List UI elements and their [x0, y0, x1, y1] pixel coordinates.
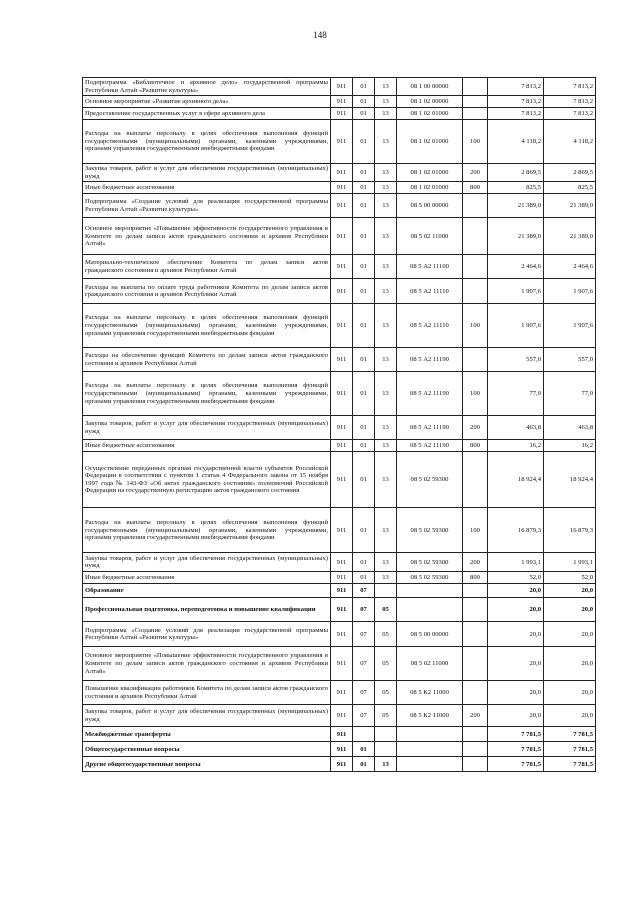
expense-type-code — [463, 647, 488, 681]
ved-code: 911 — [331, 757, 353, 772]
budget-table — [82, 77, 596, 772]
ved-code: 911 — [331, 572, 353, 584]
target-article-code — [397, 598, 463, 622]
ved-code: 911 — [331, 348, 353, 372]
target-article-code: 08 5 02 59300 — [397, 553, 463, 572]
section-code: 01 — [353, 757, 375, 772]
row-name: Предоставление государственных услуг в сфере архивного дела — [83, 108, 331, 120]
amount-year-2: 7 813,2 — [544, 108, 596, 120]
table-row — [83, 742, 596, 757]
target-article-code: 08 5 А2 11190 — [397, 440, 463, 452]
expense-type-code — [463, 78, 488, 96]
expense-type-code: 800 — [463, 572, 488, 584]
subsection-code: 13 — [375, 218, 397, 255]
target-article-code: 08 5 К2 11000 — [397, 705, 463, 727]
subsection-code: 13 — [375, 164, 397, 182]
expense-type-code — [463, 452, 488, 508]
ved-code: 911 — [331, 742, 353, 757]
section-code: 01 — [353, 255, 375, 279]
target-article-code: 08 5 02 11000 — [397, 218, 463, 255]
ved-code: 911 — [331, 584, 353, 598]
amount-year-2: 1 993,1 — [544, 553, 596, 572]
amount-year-2: 7 813,2 — [544, 78, 596, 96]
row-name: Подпрограмма «Создание условий для реализации государственной программы Республики Алтай «Развитие культуры» — [83, 194, 331, 218]
table-row — [83, 218, 596, 255]
amount-year-2: 2 464,6 — [544, 255, 596, 279]
amount-year-2: 7 781,5 — [544, 727, 596, 742]
row-name: Другие общегосударственные вопросы — [83, 757, 331, 772]
section-code: 07 — [353, 681, 375, 705]
amount-year-2: 4 118,2 — [544, 120, 596, 164]
subsection-code: 13 — [375, 372, 397, 416]
subsection-code: 13 — [375, 452, 397, 508]
section-code: 01 — [353, 372, 375, 416]
section-code: 01 — [353, 120, 375, 164]
amount-year-1: 7 781,5 — [488, 757, 544, 772]
row-name: Иные бюджетные ассигнования — [83, 440, 331, 452]
expense-type-code: 200 — [463, 416, 488, 440]
ved-code: 911 — [331, 647, 353, 681]
table-row — [83, 372, 596, 416]
ved-code: 911 — [331, 96, 353, 108]
subsection-code — [375, 742, 397, 757]
target-article-code: 08 1 02 01000 — [397, 164, 463, 182]
ved-code: 911 — [331, 372, 353, 416]
expense-type-code: 800 — [463, 440, 488, 452]
table-row — [83, 194, 596, 218]
target-article-code — [397, 757, 463, 772]
row-name: Общегосударственные вопросы — [83, 742, 331, 757]
expense-type-code — [463, 727, 488, 742]
section-code: 01 — [353, 182, 375, 194]
subsection-code: 13 — [375, 416, 397, 440]
subsection-code: 13 — [375, 120, 397, 164]
section-code: 01 — [353, 508, 375, 553]
section-code: 07 — [353, 622, 375, 647]
target-article-code — [397, 584, 463, 598]
row-name: Подпрограмма «Создание условий для реализации государственной программы Республики Алтай «Развитие культуры» — [83, 622, 331, 647]
subsection-code: 13 — [375, 279, 397, 304]
amount-year-2: 52,0 — [544, 572, 596, 584]
expense-type-code: 800 — [463, 182, 488, 194]
table-row — [83, 440, 596, 452]
ved-code: 911 — [331, 508, 353, 553]
amount-year-2: 20,0 — [544, 598, 596, 622]
subsection-code: 13 — [375, 440, 397, 452]
ved-code: 911 — [331, 705, 353, 727]
section-code: 01 — [353, 164, 375, 182]
section-code: 01 — [353, 194, 375, 218]
table-row — [83, 416, 596, 440]
section-code: 01 — [353, 440, 375, 452]
row-name: Расходы на выплаты по оплате труда работников Комитета по делам записи актов гражданского состояния и архивов Республики Алтай — [83, 279, 331, 304]
table-row — [83, 647, 596, 681]
amount-year-2: 1 907,6 — [544, 304, 596, 348]
ved-code: 911 — [331, 452, 353, 508]
subsection-code — [375, 584, 397, 598]
section-code: 07 — [353, 705, 375, 727]
amount-year-2: 21 389,0 — [544, 194, 596, 218]
amount-year-1: 77,0 — [488, 372, 544, 416]
target-article-code: 08 5 А2 11110 — [397, 279, 463, 304]
section-code: 01 — [353, 452, 375, 508]
table-row — [83, 598, 596, 622]
row-name: Повышение квалификации работников Комитета по делам записи актов гражданского состояния и архивов Республики Алтай — [83, 681, 331, 705]
ved-code: 911 — [331, 182, 353, 194]
amount-year-1: 825,5 — [488, 182, 544, 194]
expense-type-code — [463, 255, 488, 279]
expense-type-code — [463, 598, 488, 622]
row-name: Закупка товаров, работ и услуг для обеспечения государственных (муниципальных) нужд — [83, 705, 331, 727]
section-code: 07 — [353, 598, 375, 622]
amount-year-2: 20,0 — [544, 647, 596, 681]
row-name: Закупка товаров, работ и услуг для обеспечения государственных (муниципальных) нужд — [83, 553, 331, 572]
amount-year-1: 7 781,5 — [488, 727, 544, 742]
table-row — [83, 255, 596, 279]
amount-year-1: 7 781,5 — [488, 742, 544, 757]
amount-year-1: 1 907,6 — [488, 304, 544, 348]
page-number: 148 — [313, 30, 327, 40]
section-code: 01 — [353, 742, 375, 757]
table-row — [83, 727, 596, 742]
table-row — [83, 96, 596, 108]
section-code: 01 — [353, 553, 375, 572]
amount-year-1: 20,0 — [488, 705, 544, 727]
section-code: 01 — [353, 218, 375, 255]
target-article-code: 08 1 02 01000 — [397, 182, 463, 194]
table-row — [83, 120, 596, 164]
subsection-code: 05 — [375, 647, 397, 681]
subsection-code: 05 — [375, 681, 397, 705]
ved-code: 911 — [331, 279, 353, 304]
expense-type-code: 100 — [463, 304, 488, 348]
ved-code: 911 — [331, 218, 353, 255]
expense-type-code — [463, 584, 488, 598]
table-row — [83, 757, 596, 772]
table-row — [83, 304, 596, 348]
row-name: Расходы на выплаты персоналу в целях обеспечения выполнения функций государственными (муниципальными) органами, казенными учреждениями, органами управления государственными внебюджетными фондами — [83, 120, 331, 164]
ved-code: 911 — [331, 622, 353, 647]
amount-year-2: 18 924,4 — [544, 452, 596, 508]
target-article-code: 08 5 02 59300 — [397, 452, 463, 508]
expense-type-code — [463, 108, 488, 120]
amount-year-2: 20,0 — [544, 681, 596, 705]
subsection-code: 05 — [375, 705, 397, 727]
table-row — [83, 622, 596, 647]
ved-code: 911 — [331, 78, 353, 96]
ved-code: 911 — [331, 194, 353, 218]
row-name: Расходы на обеспечение функций Комитета по делам записи актов гражданского состояния и архивов Республики Алтай — [83, 348, 331, 372]
subsection-code: 13 — [375, 78, 397, 96]
expense-type-code: 200 — [463, 164, 488, 182]
table-row — [83, 681, 596, 705]
amount-year-2: 20,0 — [544, 705, 596, 727]
table-row — [83, 182, 596, 194]
subsection-code: 13 — [375, 255, 397, 279]
table-row — [83, 164, 596, 182]
target-article-code — [397, 727, 463, 742]
target-article-code: 08 5 02 11000 — [397, 647, 463, 681]
amount-year-1: 2 464,6 — [488, 255, 544, 279]
row-name: Подпрограмма «Библиотечное и архивное дело» государственной программы Республики Алтай «Развитие культуры» — [83, 78, 331, 96]
amount-year-2: 16 879,3 — [544, 508, 596, 553]
section-code: 07 — [353, 584, 375, 598]
target-article-code: 08 5 02 59300 — [397, 572, 463, 584]
section-code: 01 — [353, 78, 375, 96]
target-article-code: 08 1 00 00000 — [397, 78, 463, 96]
amount-year-1: 20,0 — [488, 584, 544, 598]
target-article-code: 08 5 02 59300 — [397, 508, 463, 553]
section-code: 01 — [353, 304, 375, 348]
table-row — [83, 78, 596, 96]
amount-year-1: 21 389,0 — [488, 218, 544, 255]
amount-year-1: 4 118,2 — [488, 120, 544, 164]
amount-year-2: 463,8 — [544, 416, 596, 440]
subsection-code: 05 — [375, 598, 397, 622]
expense-type-code: 100 — [463, 120, 488, 164]
section-code: 01 — [353, 108, 375, 120]
ved-code: 911 — [331, 255, 353, 279]
expense-type-code: 200 — [463, 553, 488, 572]
amount-year-2: 20,0 — [544, 584, 596, 598]
section-code: 01 — [353, 279, 375, 304]
row-name: Закупка товаров, работ и услуг для обеспечения государственных (муниципальных) нужд — [83, 416, 331, 440]
subsection-code: 13 — [375, 182, 397, 194]
subsection-code: 13 — [375, 757, 397, 772]
budget-rows — [83, 78, 596, 772]
amount-year-1: 7 813,2 — [488, 96, 544, 108]
expense-type-code — [463, 218, 488, 255]
amount-year-2: 1 907,6 — [544, 279, 596, 304]
subsection-code: 13 — [375, 108, 397, 120]
row-name: Иные бюджетные ассигнования — [83, 182, 331, 194]
amount-year-1: 7 813,2 — [488, 108, 544, 120]
expense-type-code: 200 — [463, 705, 488, 727]
table-row — [83, 348, 596, 372]
amount-year-1: 52,0 — [488, 572, 544, 584]
target-article-code: 08 1 02 00000 — [397, 96, 463, 108]
ved-code: 911 — [331, 108, 353, 120]
table-row — [83, 572, 596, 584]
ved-code: 911 — [331, 120, 353, 164]
section-code: 01 — [353, 96, 375, 108]
target-article-code: 08 5 00 00000 — [397, 194, 463, 218]
target-article-code: 08 5 00 00000 — [397, 622, 463, 647]
amount-year-1: 16,2 — [488, 440, 544, 452]
amount-year-1: 557,0 — [488, 348, 544, 372]
amount-year-1: 21 389,0 — [488, 194, 544, 218]
amount-year-2: 557,0 — [544, 348, 596, 372]
ved-code: 911 — [331, 727, 353, 742]
amount-year-1: 20,0 — [488, 598, 544, 622]
target-article-code: 08 5 А2 11190 — [397, 372, 463, 416]
amount-year-1: 16 879,3 — [488, 508, 544, 553]
expense-type-code — [463, 742, 488, 757]
ved-code: 911 — [331, 598, 353, 622]
amount-year-1: 7 813,2 — [488, 78, 544, 96]
subsection-code: 13 — [375, 96, 397, 108]
row-name: Материально-техническое обеспечение Комитета по делам записи актов гражданского состояния и архивов Республики Алтай — [83, 255, 331, 279]
subsection-code: 13 — [375, 194, 397, 218]
target-article-code: 08 5 А2 11100 — [397, 255, 463, 279]
section-code: 01 — [353, 416, 375, 440]
subsection-code: 13 — [375, 348, 397, 372]
table-row — [83, 584, 596, 598]
row-name: Основное мероприятие «Развитие архивного дела» — [83, 96, 331, 108]
row-name: Расходы на выплаты персоналу в целях обеспечения выполнения функций государственными (муниципальными) органами, казенными учреждениями, органами управления государственными внебюджетными фондами — [83, 304, 331, 348]
row-name: Профессиональная подготовка, переподготовка и повышение квалификации — [83, 598, 331, 622]
amount-year-1: 463,8 — [488, 416, 544, 440]
amount-year-2: 77,0 — [544, 372, 596, 416]
subsection-code: 05 — [375, 622, 397, 647]
row-name: Иные бюджетные ассигнования — [83, 572, 331, 584]
subsection-code — [375, 727, 397, 742]
expense-type-code — [463, 622, 488, 647]
amount-year-2: 21 389,0 — [544, 218, 596, 255]
table-row — [83, 108, 596, 120]
subsection-code: 13 — [375, 572, 397, 584]
expense-type-code: 100 — [463, 372, 488, 416]
section-code: 01 — [353, 572, 375, 584]
ved-code: 911 — [331, 681, 353, 705]
subsection-code: 13 — [375, 553, 397, 572]
target-article-code: 08 5 А2 11110 — [397, 304, 463, 348]
table-row — [83, 553, 596, 572]
expense-type-code — [463, 348, 488, 372]
amount-year-1: 2 869,5 — [488, 164, 544, 182]
ved-code: 911 — [331, 164, 353, 182]
row-name: Расходы на выплаты персоналу в целях обеспечения выполнения функций государственными (муниципальными) органами, казенными учреждениями, органами управления государственными внебюджетными фондами — [83, 508, 331, 553]
expense-type-code — [463, 681, 488, 705]
ved-code: 911 — [331, 553, 353, 572]
target-article-code: 08 1 02 01000 — [397, 108, 463, 120]
row-name: Образование — [83, 584, 331, 598]
table-row — [83, 508, 596, 553]
expense-type-code — [463, 96, 488, 108]
row-name: Осуществление переданных органам государственной власти субъектов Российской Федерации в соответствии с пунктом 1 статьи 4 Федерального закона от 15 ноября 1997 года № 143-ФЗ «Об актах гражданского состояния» полномочий Российской Федерации на государственную регистрацию актов гражданского состояния — [83, 452, 331, 508]
amount-year-1: 20,0 — [488, 681, 544, 705]
ved-code: 911 — [331, 440, 353, 452]
expense-type-code — [463, 757, 488, 772]
row-name: Межбюджетные трансферты — [83, 727, 331, 742]
amount-year-2: 7 813,2 — [544, 96, 596, 108]
target-article-code: 08 1 02 01000 — [397, 120, 463, 164]
row-name: Расходы на выплаты персоналу в целях обеспечения выполнения функций государственными (муниципальными) органами, казенными учреждениями, органами управления государственными внебюджетными фондами — [83, 372, 331, 416]
row-name: Основное мероприятие «Повышение эффективности государственного управления в Комитете по делам записи актов гражданского состояния и архивов Республики Алтай» — [83, 218, 331, 255]
table-row — [83, 705, 596, 727]
row-name: Закупка товаров, работ и услуг для обеспечения государственных (муниципальных) нужд — [83, 164, 331, 182]
expense-type-code — [463, 194, 488, 218]
ved-code: 911 — [331, 416, 353, 440]
amount-year-2: 7 781,5 — [544, 757, 596, 772]
subsection-code: 13 — [375, 304, 397, 348]
amount-year-2: 7 781,5 — [544, 742, 596, 757]
section-code: 01 — [353, 348, 375, 372]
ved-code: 911 — [331, 304, 353, 348]
section-code — [353, 727, 375, 742]
table-row — [83, 279, 596, 304]
amount-year-2: 16,2 — [544, 440, 596, 452]
expense-type-code: 100 — [463, 508, 488, 553]
amount-year-1: 1 907,6 — [488, 279, 544, 304]
amount-year-2: 825,5 — [544, 182, 596, 194]
target-article-code: 08 5 К2 11000 — [397, 681, 463, 705]
amount-year-1: 1 993,1 — [488, 553, 544, 572]
amount-year-2: 2 869,5 — [544, 164, 596, 182]
amount-year-2: 20,0 — [544, 622, 596, 647]
amount-year-1: 20,0 — [488, 647, 544, 681]
amount-year-1: 20,0 — [488, 622, 544, 647]
subsection-code: 13 — [375, 508, 397, 553]
section-code: 07 — [353, 647, 375, 681]
row-name: Основное мероприятие «Повышение эффективности государственного управления в Комитете по делам записи актов гражданского состояния и архивов Республики Алтай» — [83, 647, 331, 681]
target-article-code — [397, 742, 463, 757]
table-row — [83, 452, 596, 508]
amount-year-1: 18 924,4 — [488, 452, 544, 508]
expense-type-code — [463, 279, 488, 304]
target-article-code: 08 5 А2 11190 — [397, 416, 463, 440]
target-article-code: 08 5 А2 11190 — [397, 348, 463, 372]
